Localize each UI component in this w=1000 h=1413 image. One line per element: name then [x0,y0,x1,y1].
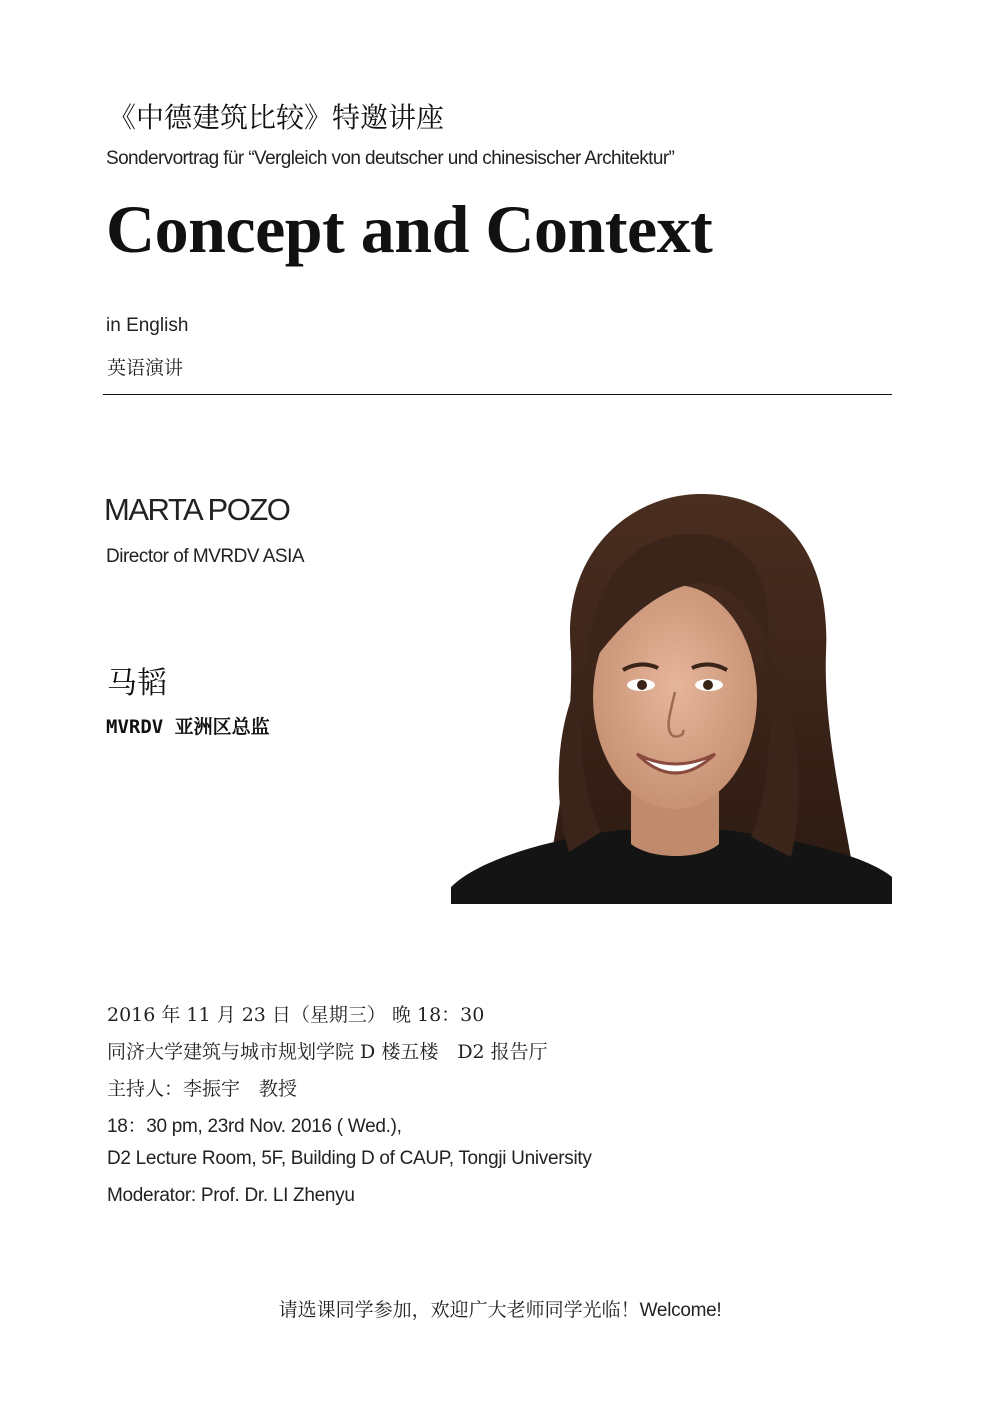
lecture-title: Concept and Context [106,191,713,267]
speaker-portrait [451,492,892,904]
moderator-en: Moderator: Prof. Dr. LI Zhenyu [107,1185,355,1206]
speaker-name-cn: 马韬 [107,666,167,701]
series-title-cn: 《中德建筑比较》特邀讲座 [108,101,445,134]
venue-cn: 同济大学建筑与城市规划学院 D 楼五楼 D2 报告厅 [107,1041,548,1063]
speaker-name: MARTA POZO [104,492,290,527]
series-title-de: Sondervortrag für “Vergleich von deutscher und chinesischer Architektur” [106,148,675,169]
welcome-cn: 请选课同学参加，欢迎广大老师同学光临！ [278,1299,640,1321]
language-en: in English [106,315,189,336]
date-en: 18：30 pm, 23rd Nov. 2016 ( Wed.), [107,1116,402,1137]
welcome-line [0,1295,1000,1322]
header-divider [103,394,892,395]
moderator-cn: 主持人：李振宇 教授 [107,1078,298,1100]
speaker-role-cn: MVRDV 亚洲区总监 [106,716,270,738]
language-cn: 英语演讲 [107,357,184,379]
venue-en: D2 Lecture Room, 5F, Building D of CAUP, Tongji University [107,1148,592,1169]
welcome-en: Welcome! [639,1300,722,1321]
speaker-role: Director of MVRDV ASIA [106,546,305,567]
date-cn: 2016 年 11 月 23 日（星期三） 晚 18：30 [107,1004,485,1026]
